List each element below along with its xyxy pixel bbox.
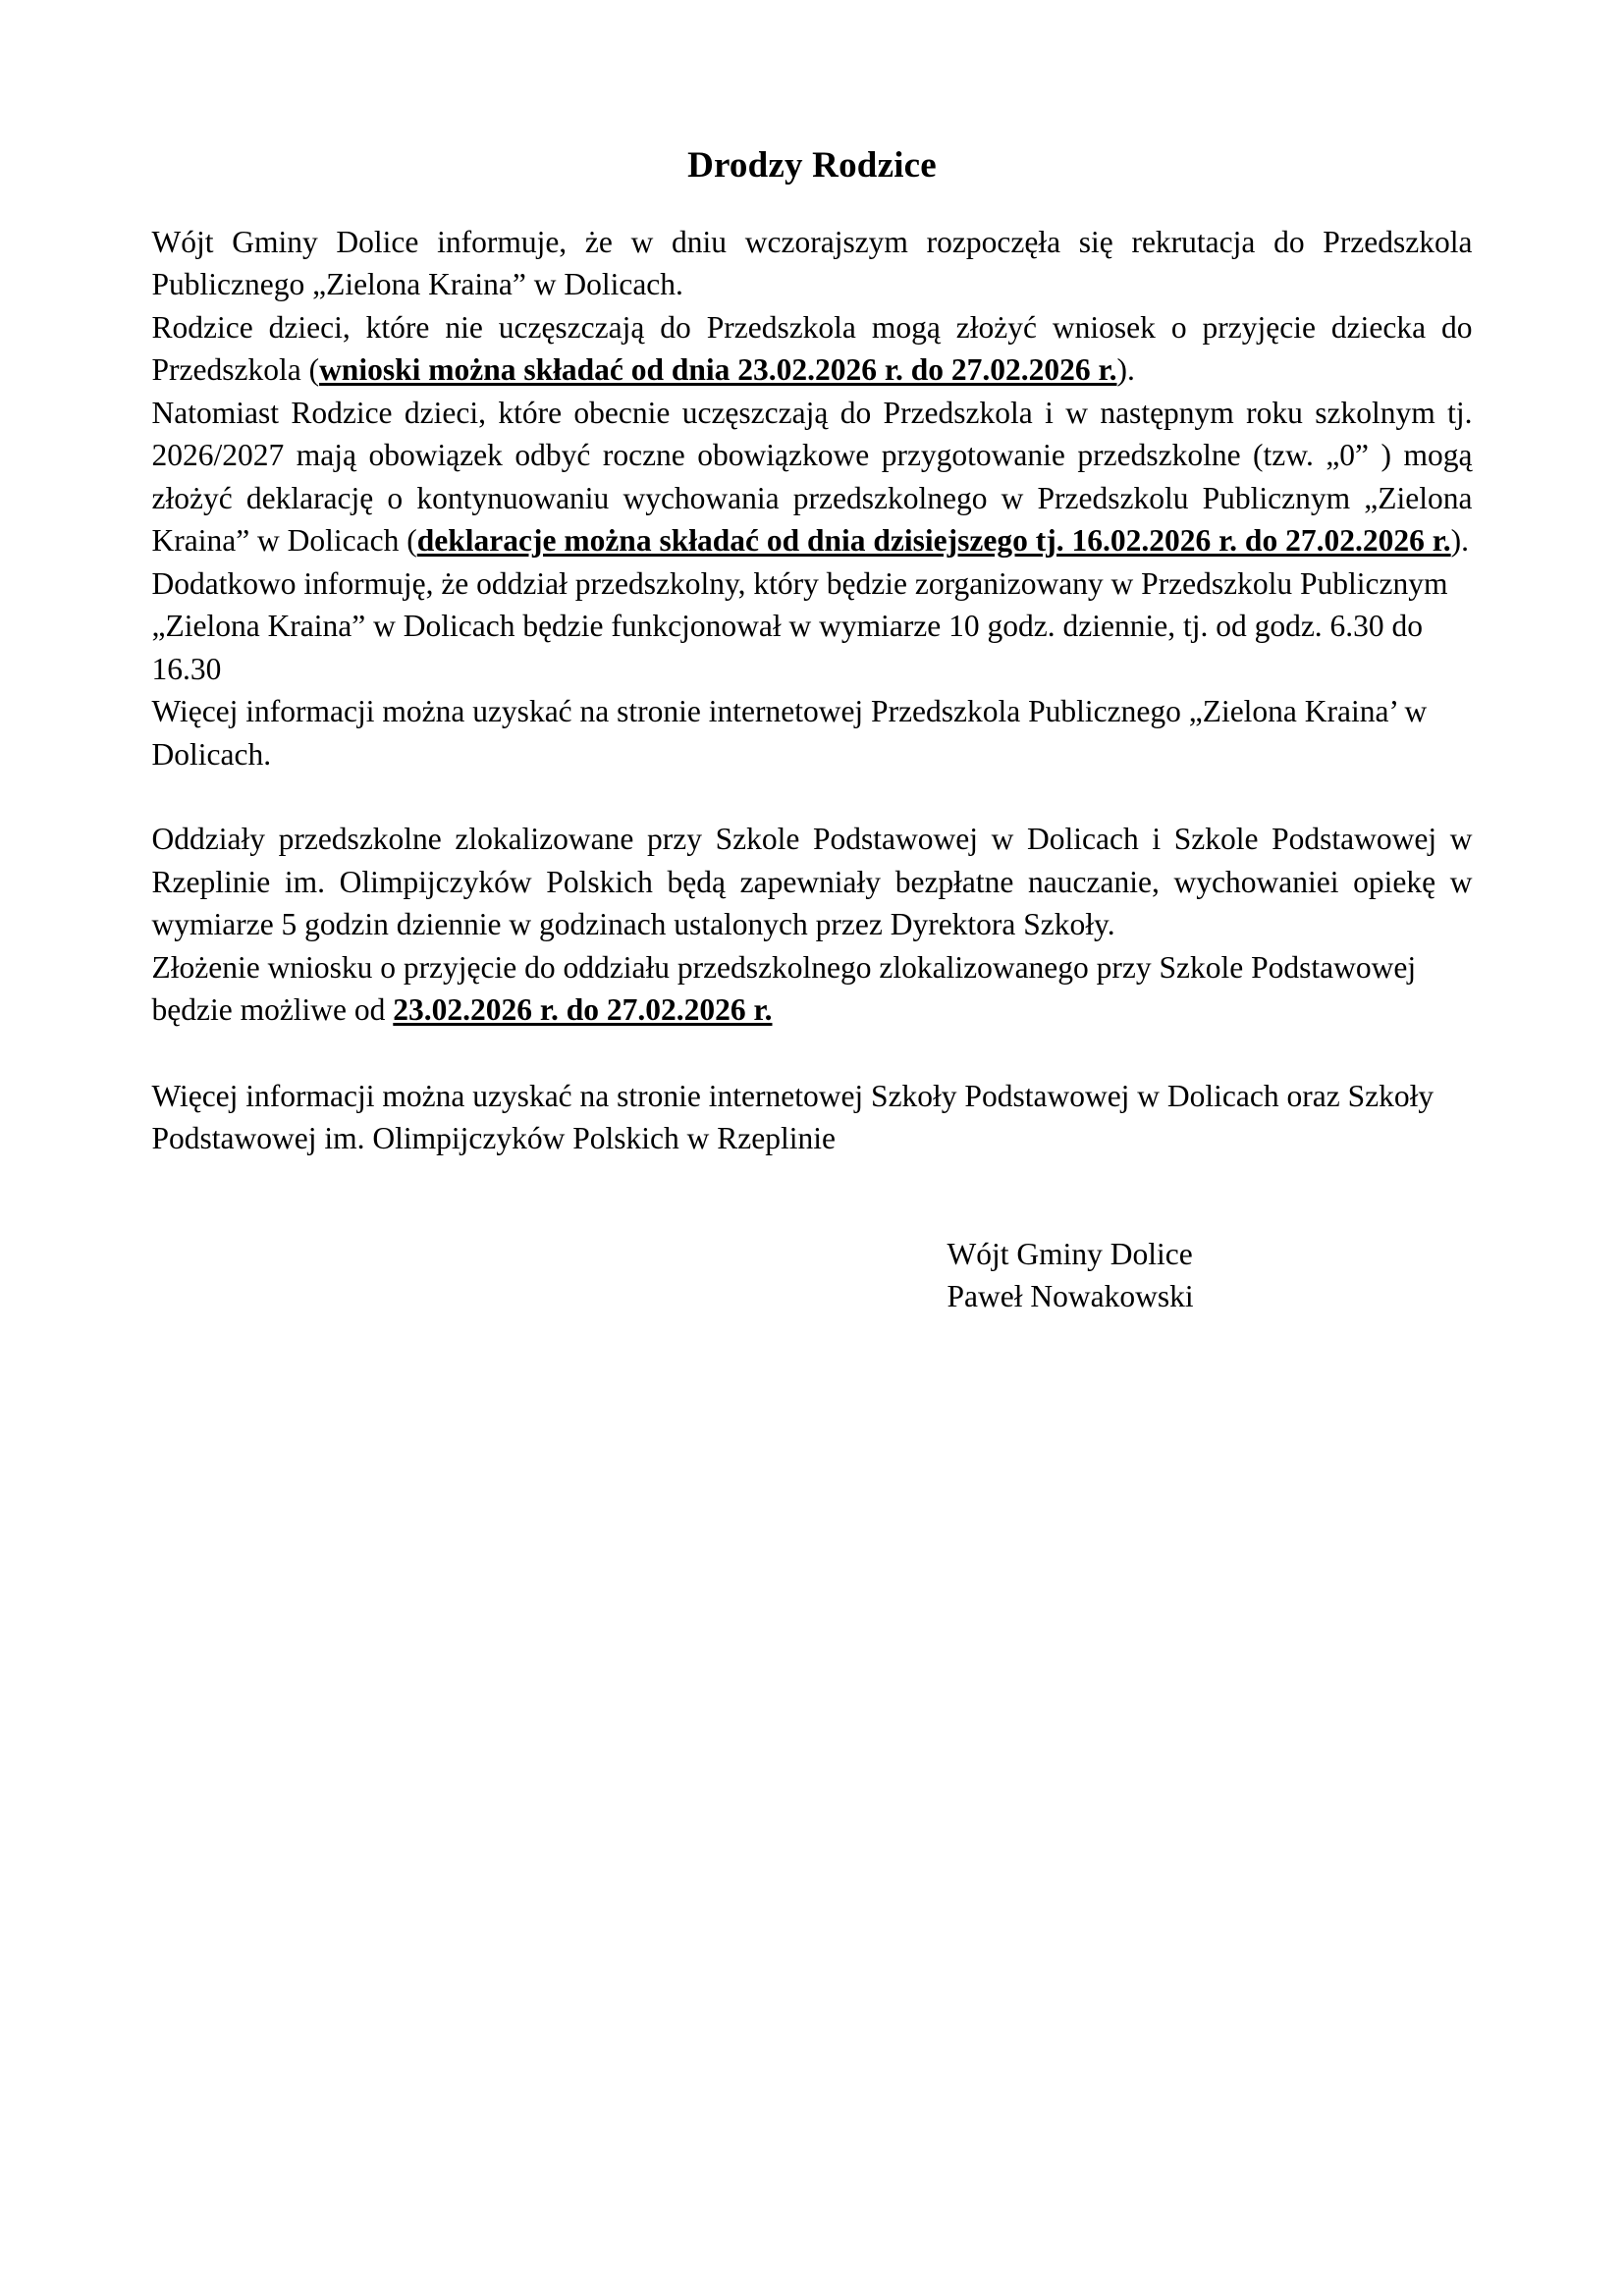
paragraph-applications [152,306,1473,392]
paragraph-declarations-text-after: ). [1450,523,1470,559]
signature-name: Paweł Nowakowski [947,1279,1194,1314]
paragraph-intro-text: Wójt Gminy Dolice informuje, że w dniu wczorajszym rozpoczęła się rekrutacja do Przedszkola Publicznego „Zielona Kraina” w Dolicach. [151,224,1473,302]
page-title: Drodzy Rodzice [687,145,937,186]
document-body [152,221,1473,1160]
paragraph-preschool-website-text: Więcej informacji można uzyskać na stronie internetowej Przedszkola Publicznego „Zielona Kraina’ w Dolicach. [151,694,1428,772]
paragraph-hours-text: Dodatkowo informuję, że oddział przedszkolny, który będzie zorganizowany w Przedszkolu Publicznym „Zielona Kraina” w Dolicach będzie funkcjonował w wymiarze 10 godz. dziennie, tj. od godz. 6.30 do 16.30 [151,565,1448,686]
paragraph-intro [152,221,1473,306]
section-spacer-2 [152,1032,1473,1075]
paragraph-hours [152,562,1473,691]
paragraph-school-website [152,1075,1473,1160]
section-spacer-1 [152,775,1473,818]
signature-role: Wójt Gminy Dolice [947,1236,1193,1271]
paragraph-school-branches [152,818,1473,946]
paragraph-school-application [152,946,1473,1032]
paragraph-declarations [152,392,1473,562]
paragraph-applications-text-after: ). [1116,352,1135,388]
applications-dates-emphasis: wnioski można składać od dnia 23.02.2026 r. do 27.02.2026 r. [319,352,1117,388]
paragraph-applications-text-before: Rodzice dzieci, które nie uczęszczają do Przedszkola mogą złożyć wniosek o przyjęcie dziecka do Przedszkola ( [151,309,1473,388]
paragraph-school-branches-text: Oddziały przedszkolne zlokalizowane przy Szkole Podstawowej w Dolicach i Szkole Podstawowej w Rzeplinie im. Olimpijczyków Polskich będą zapewniały bezpłatne nauczanie, wychowaniei opiekę w wymiarze 5 godzin dziennie w godzinach ustalonych przez Dyrektora Szkoły. [151,822,1473,942]
declarations-dates-emphasis: deklaracje można składać od dnia dzisiejszego tj. 16.02.2026 r. do 27.02.2026 r. [416,523,1451,559]
paragraph-school-application-text-before: Złożenie wniosku o przyjęcie do oddziału przedszkolnego zlokalizowanego przy Szkole Podstawowej będzie możliwe od [151,949,1417,1028]
paragraph-preschool-website [152,690,1473,775]
signature-block [152,1160,1473,1318]
school-application-dates-emphasis: 23.02.2026 r. do 27.02.2026 r. [393,992,773,1028]
paragraph-school-website-text: Więcej informacji można uzyskać na stronie internetowej Szkoły Podstawowej w Dolicach oraz Szkoły Podstawowej im. Olimpijczyków Polskich w Rzeplinie [151,1078,1435,1156]
paragraph-declarations-text-before: Natomiast Rodzice dzieci, które obecnie uczęszczają do Przedszkola i w następnym roku szkolnym tj. 2026/2027 mają obowiązek odbyć roczne obowiązkowe przygotowanie przedszkolne (tzw. „0” ) mogą złożyć deklarację o kontynuowaniu wychowania przedszkolnego w Przedszkolu Publicznym „Zielona Kraina” w Dolicach ( [151,395,1473,559]
